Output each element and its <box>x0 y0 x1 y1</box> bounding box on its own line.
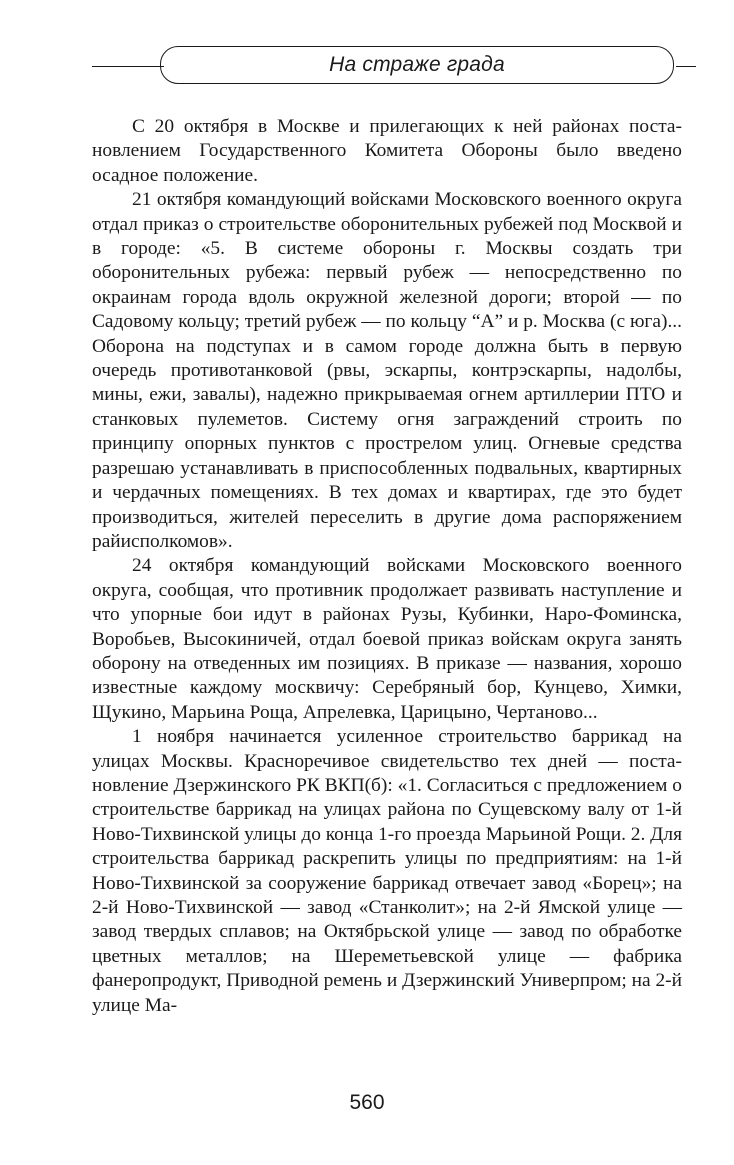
header-frame <box>160 46 674 84</box>
header-rule-right <box>676 66 696 67</box>
running-title: На страже града <box>329 53 505 76</box>
paragraph-3: 24 октября командующий войсками Московского военного округа, сообщая, что противник продолжает развивать наступление и что упорные бои идут в районах Рузы, Кубинки, Наро-Фоминска, Воробьев, Высокиничей, отдал боевой приказ войскам округа занять оборону на отведенных им позициях. В приказе — названия, хорошо известные каждому москвичу: Серебряный бор, Кунцево, Химки, Щукино, Марьина Роща, Апрелевка, Царицыно, Чертаново... <box>92 555 682 723</box>
paragraph-2: 21 октября командующий войсками Московского военного округа отдал приказ о строительстве оборонительных рубежей под Москвой и в городе: «5. В системе обороны г. Москвы создать три оборонительных рубежа: первый рубеж — непосредственно по окраинам города вдоль окружной железной дороги; второй — по Садовому кольцу; третий рубеж — по кольцу “А” и р. Москва (с юга)... Оборона на подступах и в самом городе должна быть в первую очередь противотанковой (рвы, эскарпы, контрэскарпы, надолбы, мины, ежи, завалы), надежно прикрываемая огнем артиллерии ПТО и станковых пулеметов. Систему огня заграждений строить по принципу опорных пунктов с прострелом улиц. Огневые средства разрешаю устанавливать в приспособленных подвальных, квартирных и чердачных помещениях. В тех домах и квартирах, где это будет производиться, жителей переселить в другие дома распоряжением райисполкомов». <box>92 189 682 552</box>
page-number: 560 <box>349 1091 385 1114</box>
paragraph-4: 1 ноября начинается усиленное строительство баррикад на улицах Москвы. Красноречивое свидетельство тех дней — постановление Дзержинского РК ВКП(б): «1. Согласиться с предложением о строительстве баррикад на улицах района по Сущевскому валу от 1-й Ново-Тихвинской улицы до конца 1-го проезда Марьиной Рощи. 2. Для строительства баррикад раскрепить улицы по предприятиям: на 1-й Ново-Тихвинской за сооружение баррикад отвечает завод «Борец»; на 2-й Ново-Тихвинской — завод «Станколит»; на 2-й Ямской улице — завод твердых сплавов; на Октябрьской улице — завод по обработке цветных металлов; на Шереметьевской улице — фабрика фанеропродукт, Приводной ремень и Дзержинский Универпром; на 2-й улице Ма- <box>92 726 682 1016</box>
body-text <box>92 115 682 1018</box>
header-rule-left <box>92 66 164 67</box>
running-header <box>92 46 696 88</box>
paragraph-1: С 20 октября в Москве и прилегающих к ней районах постановлением Государственного Комитета Обороны было введено осадное положение. <box>92 116 682 186</box>
